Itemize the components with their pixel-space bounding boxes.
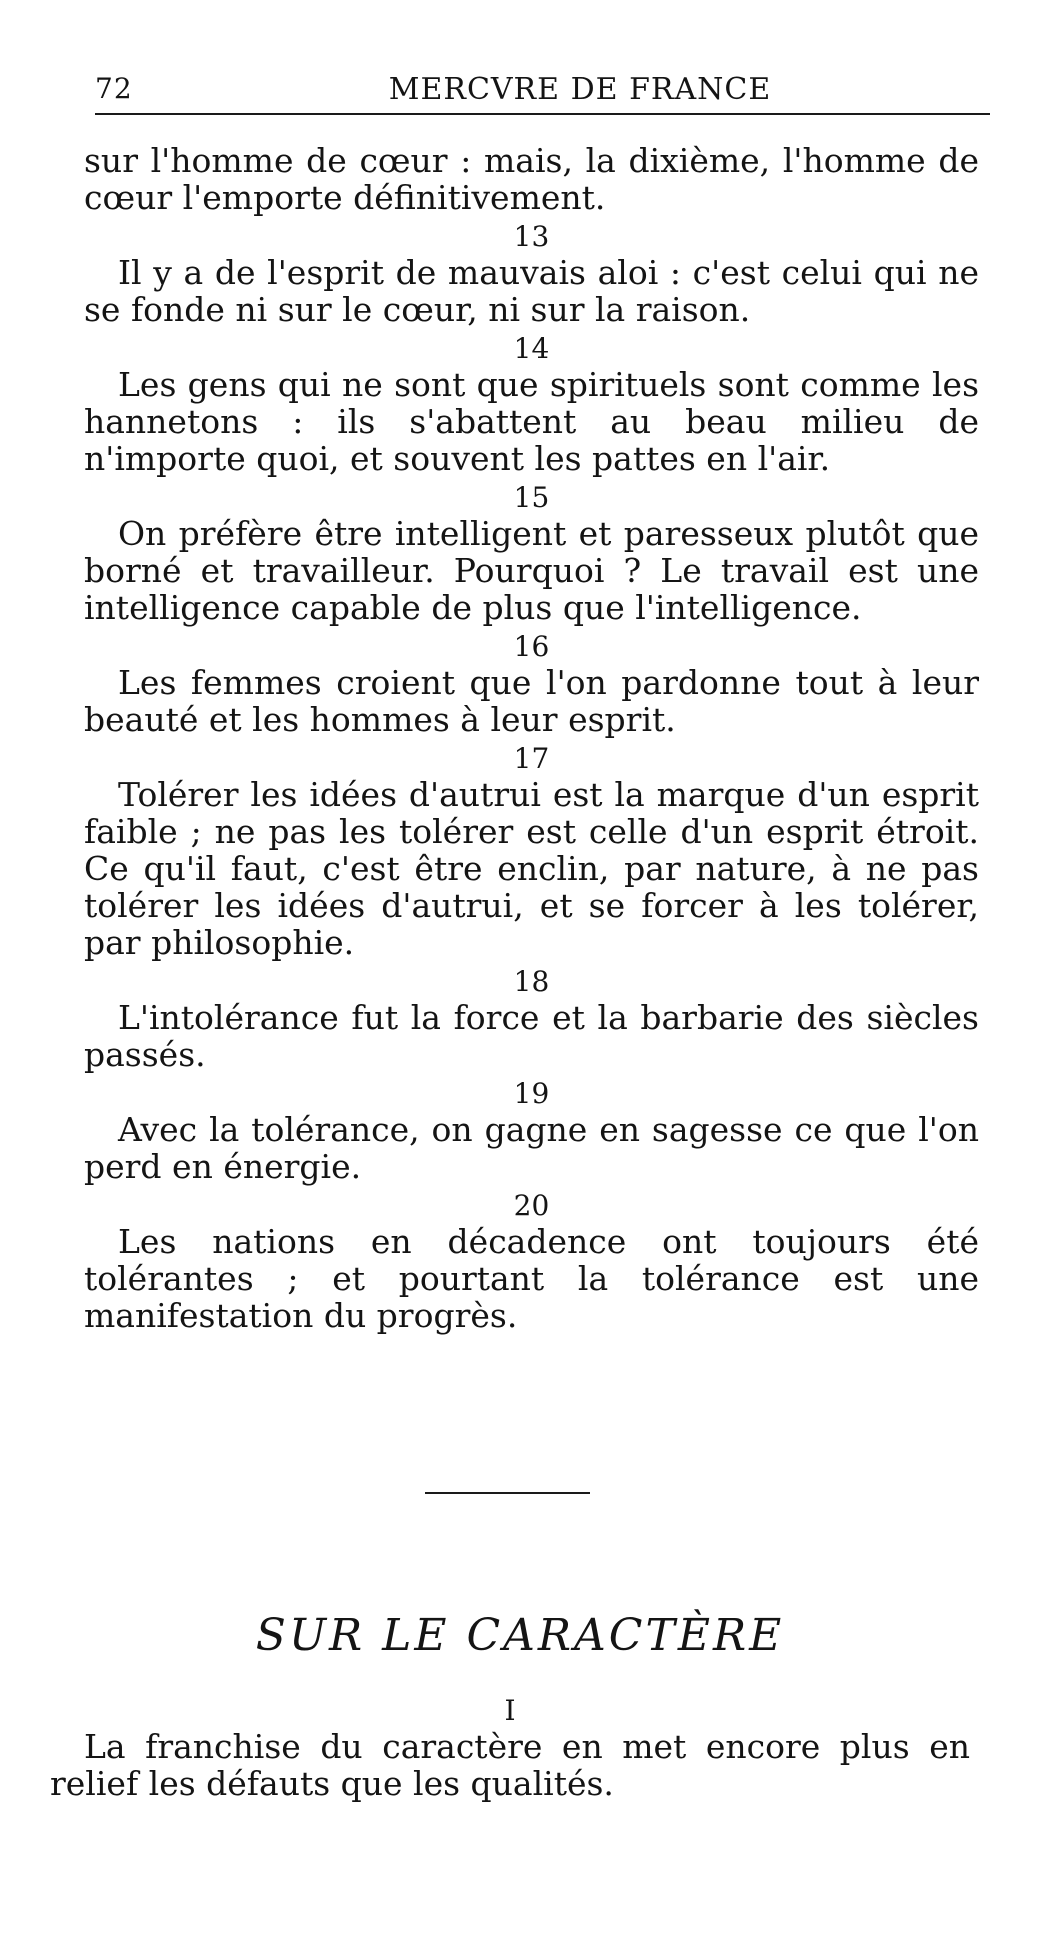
maxim-19 <box>84 1077 979 1185</box>
maxim-text: Il y a de l'esprit de mauvais aloi : c'est celui qui ne se fonde ni sur le cœur, ni sur la raison. <box>84 253 979 329</box>
maxim-14 <box>84 332 979 477</box>
maxim-number: 17 <box>513 742 550 775</box>
maxim-number: 16 <box>513 630 550 663</box>
page-number: 72 <box>95 72 133 105</box>
header-rule <box>95 113 990 115</box>
opening-paragraph: sur l'homme de cœur : mais, la dixième, l'homme de cœur l'emporte définitivement. <box>84 141 979 217</box>
section-body <box>50 1690 970 1802</box>
maxim-text: L'intolérance fut la force et la barbarie des siècles passés. <box>84 998 979 1074</box>
maxim-15 <box>84 481 979 626</box>
maxim-13 <box>84 220 979 328</box>
maxim-text: Avec la tolérance, on gagne en sagesse ce que l'on perd en énergie. <box>84 1110 979 1186</box>
maxim-number: I <box>504 1694 516 1727</box>
maxim-number: 13 <box>513 220 550 253</box>
maxim-text: Les nations en décadence ont toujours été tolérantes ; et pourtant la tolérance est une manifestation du progrès. <box>84 1222 979 1335</box>
maxim-17 <box>84 742 979 961</box>
maxim-number: 15 <box>513 481 550 514</box>
maxim-number: 19 <box>513 1077 550 1110</box>
maxim-number: 20 <box>513 1189 550 1222</box>
maxim-number: 14 <box>513 332 550 365</box>
section-maxim-1 <box>50 1694 970 1802</box>
maxim-16 <box>84 630 979 738</box>
maxim-number: 18 <box>513 965 550 998</box>
maxim-18 <box>84 965 979 1073</box>
maxim-text: La franchise du caractère en met encore plus en relief les défauts que les qualités. <box>50 1727 970 1803</box>
maxim-text: Les femmes croient que l'on pardonne tout à leur beauté et les hommes à leur esprit. <box>84 663 979 739</box>
maxim-text: Les gens qui ne sont que spirituels sont comme les hannetons : ils s'abattent au beau milieu de n'importe quoi, et souvent les pattes en l'air. <box>84 365 979 478</box>
section-heading: SUR LE CARACTÈRE <box>255 1610 785 1661</box>
section-separator <box>425 1492 590 1494</box>
running-title: MERCVRE DE FRANCE <box>388 72 772 107</box>
maxim-20 <box>84 1189 979 1334</box>
page-body <box>84 142 979 1334</box>
maxim-text: On préfère être intelligent et paresseux plutôt que borné et travailleur. Pourquoi ? Le travail est une intelligence capable de plus que l'intelligence. <box>84 514 979 627</box>
maxim-text: Tolérer les idées d'autrui est la marque d'un esprit faible ; ne pas les tolérer est celle d'un esprit étroit. Ce qu'il faut, c'est être enclin, par nature, à ne pas tolérer les idées d'autrui, et se forcer à les tolérer, par philosophie. <box>84 775 979 962</box>
